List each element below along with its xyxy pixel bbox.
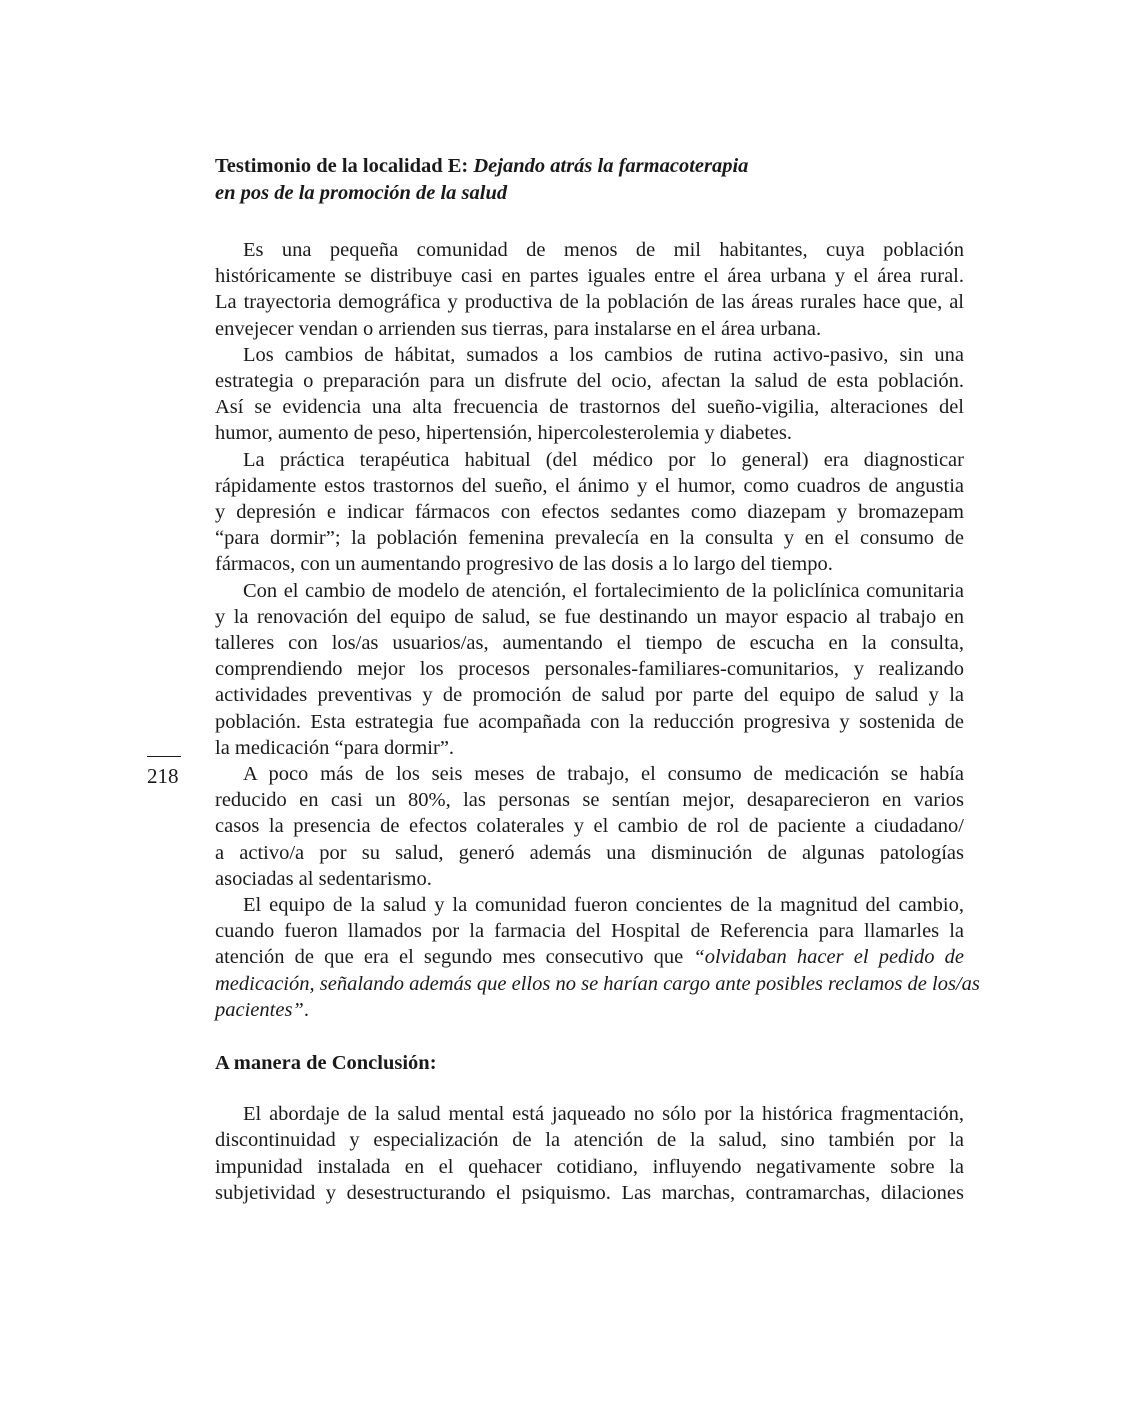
text-line: y depresión e indicar fármacos con efectos sedantes como diazepam y bromazepam bbox=[215, 501, 964, 524]
text-segment: . bbox=[303, 998, 309, 1021]
text-line: subjetividad y desestructurando el psiquismo. Las marchas, contramarchas, dilaciones bbox=[215, 1181, 964, 1204]
paragraph-1 bbox=[215, 237, 964, 342]
text-line: La práctica terapéutica habitual (del médico por lo general) era diagnosticar bbox=[243, 448, 964, 471]
text-line: reducido en casi un 80%, las personas se sentían mejor, desaparecieron en varios bbox=[215, 789, 964, 812]
text-line: rápidamente estos trastornos del sueño, el ánimo y el humor, como cuadros de angustia bbox=[215, 474, 964, 497]
text-line: La trayectoria demográfica y productiva de la población de las áreas rurales hace que, al bbox=[215, 291, 964, 314]
paragraph-6 bbox=[215, 892, 980, 1023]
heading-prefix: Testimonio de la localidad E: bbox=[215, 155, 474, 177]
section-heading-testimonio bbox=[215, 153, 964, 207]
text-line: “para dormir”; la población femenina prevalecía en la consulta y en el consumo de bbox=[215, 527, 964, 550]
text-line: históricamente se distribuye casi en partes iguales entre el área urbana y el área rural. bbox=[215, 265, 964, 288]
section-heading-conclusion: A manera de Conclusión: bbox=[215, 1052, 437, 1075]
paragraph-2 bbox=[215, 342, 964, 447]
text-line: discontinuidad y especialización de la atención de la salud, sino también por la bbox=[215, 1129, 964, 1152]
text-line: El abordaje de la salud mental está jaqueado no sólo por la histórica fragmentación, bbox=[243, 1103, 964, 1126]
paragraph-4 bbox=[215, 578, 964, 761]
text-line: asociadas al sedentarismo. bbox=[215, 867, 432, 890]
paragraph-3 bbox=[215, 447, 964, 578]
text-line: fármacos, con un aumentando progresivo de las dosis a lo largo del tiempo. bbox=[215, 553, 833, 576]
text-line: humor, aumento de peso, hipertensión, hipercolesterolemia y diabetes. bbox=[215, 422, 792, 445]
text-line: Así se evidencia una alta frecuencia de trastornos del sueño-vigilia, alteraciones del bbox=[215, 396, 964, 419]
page-content bbox=[215, 153, 980, 1206]
text-line: casos la presencia de efectos colaterales y el cambio de rol de paciente a ciudadano/ bbox=[215, 815, 964, 838]
heading-italic-line1: Dejando atrás la farmacoterapia bbox=[473, 155, 749, 177]
text-line: Los cambios de hábitat, sumados a los cambios de rutina activo-pasivo, sin una bbox=[243, 343, 964, 366]
quote-segment: pacientes” bbox=[215, 998, 304, 1021]
text-line: comprendiendo mejor los procesos personales-familiares-comunitarios, y realizando bbox=[215, 658, 964, 681]
page-number-rule bbox=[147, 756, 181, 757]
text-line: y la renovación del equipo de salud, se fue destinando un mayor espacio al trabajo en bbox=[215, 605, 964, 628]
heading-italic-line2: en pos de la promoción de la salud bbox=[215, 182, 508, 204]
text-line: Es una pequeña comunidad de menos de mil habitantes, cuya población bbox=[243, 239, 964, 261]
text-line: población. Esta estrategia fue acompañada con la reducción progresiva y sostenida de bbox=[215, 710, 964, 733]
quote-segment: medicación, señalando además que ellos no se harían cargo ante posibles reclamos de los/as bbox=[215, 972, 980, 995]
quote-segment: “olvidaban hacer el pedido de bbox=[693, 946, 964, 969]
paragraph-5 bbox=[215, 761, 964, 892]
text-line bbox=[215, 997, 964, 1023]
text-line: la medicación “para dormir”. bbox=[215, 736, 455, 759]
text-segment: atención de que era el segundo mes consecutivo que bbox=[215, 946, 694, 969]
text-line: cuando fueron llamados por la farmacia del Hospital de Referencia para llamarles la bbox=[215, 920, 964, 943]
text-line: A poco más de los seis meses de trabajo, el consumo de medicación se había bbox=[243, 763, 964, 786]
text-line: actividades preventivas y de promoción de salud por parte del equipo de salud y la bbox=[215, 684, 964, 707]
page-number: 218 bbox=[147, 764, 179, 788]
text-line bbox=[215, 944, 964, 970]
text-line: talleres con los/as usuarios/as, aumentando el tiempo de escucha en la consulta, bbox=[215, 632, 964, 655]
text-line: a activo/a por su salud, generó además una disminución de algunas patologías bbox=[215, 841, 964, 864]
text-line: El equipo de la salud y la comunidad fueron concientes de la magnitud del cambio, bbox=[243, 894, 964, 917]
text-line: envejecer vendan o arrienden sus tierras, para instalarse en el área urbana. bbox=[215, 317, 822, 340]
paragraph-conclusion bbox=[215, 1101, 964, 1206]
text-line: Con el cambio de modelo de atención, el fortalecimiento de la policlínica comunitaria bbox=[243, 579, 964, 602]
text-line: impunidad instalada en el quehacer cotidiano, influyendo negativamente sobre la bbox=[215, 1155, 964, 1178]
text-line: estrategia o preparación para un disfrute del ocio, afectan la salud de esta población. bbox=[215, 370, 964, 393]
text-line bbox=[215, 971, 980, 997]
